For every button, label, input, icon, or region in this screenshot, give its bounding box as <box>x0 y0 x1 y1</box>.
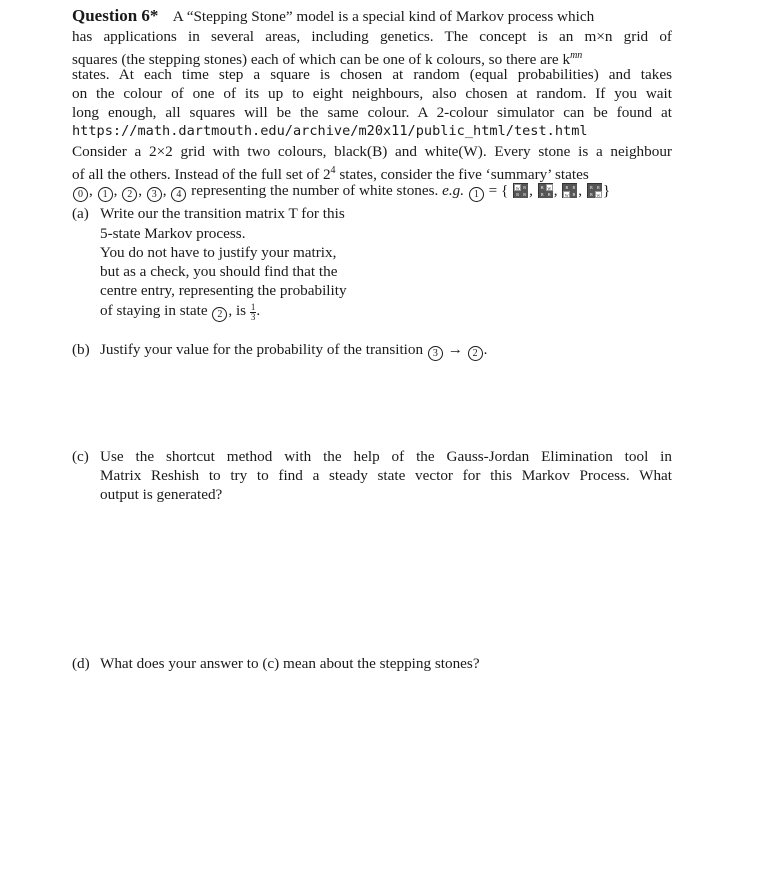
part-b-arrow: → <box>447 341 463 358</box>
part-a-label: (a) <box>72 205 89 222</box>
eg-grid-4 <box>587 183 602 198</box>
part-b-to-state: 2 <box>468 346 483 361</box>
state-3-circle: 3 <box>147 187 162 202</box>
eg-grid-2 <box>538 183 553 198</box>
grid-cell: B <box>514 191 521 198</box>
grid-cell: B <box>521 191 528 198</box>
grid-cell: B <box>546 191 553 198</box>
intro-line-6: long enough, all squares will be the same colour. A 2-colour simulator can be found at <box>72 104 672 121</box>
part-b-line: Justify your value for the probability of the transition 3 → 2 . <box>100 341 488 359</box>
part-c-line-3: output is generated? <box>100 486 223 503</box>
part-a-line-5: centre entry, representing the probability <box>100 282 347 299</box>
part-a-line-6-wrap: of staying in state 2 , is $\frac{1}{3}$ . <box>100 302 261 322</box>
intro-line-1: A “Stepping Stone” model is a special kind of Markov process which <box>172 8 595 25</box>
state-1-circle: 1 <box>98 187 113 202</box>
grid-cell: B <box>588 191 595 198</box>
part-c-line-2: Matrix Reshish to try to find a steady state vector for this Markov Process. What <box>100 467 672 484</box>
exponent-mn: mn <box>570 50 583 61</box>
setup-line-1: Consider a 2×2 grid with two colours, black(B) and white(W). Every stone is a neighbour <box>72 143 672 160</box>
part-a-state-circle: 2 <box>212 307 227 322</box>
part-b-text: Justify your value for the probability of the transition <box>100 341 424 358</box>
grid-cell: W <box>564 193 569 198</box>
states-description: representing the number of white stones. <box>191 182 439 199</box>
intro-line-2: has applications in several areas, including genetics. The concept is an m×n grid of <box>72 28 672 45</box>
part-a-line-6: of staying in state <box>100 302 208 319</box>
grid-cell: B <box>521 184 528 191</box>
state-4-circle: 4 <box>171 187 186 202</box>
setup-line-2a: of all the others. Instead of the full set of 2 <box>72 166 331 184</box>
part-a-line-2: 5-state Markov process. <box>100 225 246 242</box>
eg-grid-3 <box>562 183 577 198</box>
intro-line-3: squares (the stepping stones) each of which can be one of k colours, so there are k <box>72 51 571 69</box>
part-b-from-state: 3 <box>428 346 443 361</box>
state-0-circle: 0 <box>73 187 88 202</box>
part-b-label: (b) <box>72 341 90 358</box>
part-d-text: What does your answer to (c) mean about the stepping stones? <box>100 655 480 672</box>
exponent-4: 4 <box>330 165 336 176</box>
part-c-line-1: Use the shortcut method with the help of the Gauss-Jordan Elimination tool in <box>100 448 672 465</box>
setup-line-2b: states, consider the five ‘summary’ states <box>335 166 589 184</box>
question-heading-line <box>72 6 672 26</box>
part-a-line-1: Write our the transition matrix T for this <box>100 205 345 222</box>
grid-cell: B <box>570 184 577 191</box>
eg-grid-1 <box>513 183 528 198</box>
frac-denominator: 3 <box>250 312 256 322</box>
part-a-line-3: You do not have to justify your matrix, <box>100 244 337 261</box>
simulator-url[interactable]: https://math.dartmouth.edu/archive/m20x11/public_html/test.html <box>72 123 588 139</box>
grid-cell: W <box>547 186 552 191</box>
grid-cell: B <box>539 191 546 198</box>
part-a-is-text: , is <box>228 302 247 319</box>
grid-cell: B <box>588 184 595 191</box>
eg-state-circle: 1 <box>469 187 484 202</box>
state-2-circle: 2 <box>122 187 137 202</box>
one-third-fraction <box>250 303 257 322</box>
intro-line-4: states. At each time step a square is chosen at random (equal probabilities) and takes <box>72 66 672 83</box>
states-line: 0 , 1 , 2 , 3 , 4 representing the number of white stones. e.g. 1 = { W B B B , B W B B , B B W B , B B B W } <box>72 181 672 202</box>
grid-cell: W <box>596 193 601 198</box>
eg-label: e.g. <box>442 182 465 199</box>
grid-cell: B <box>563 184 570 191</box>
intro-line-5: on the colour of one of its up to eight neighbours, also chosen at random. If you wait <box>72 85 672 102</box>
question-title: Question 6* <box>72 6 159 25</box>
grid-cell: B <box>539 184 546 191</box>
part-d-label: (d) <box>72 655 90 672</box>
grid-cell: B <box>595 184 602 191</box>
frac-numerator: 1 <box>250 302 256 312</box>
part-a-line-4: but as a check, you should find that the <box>100 263 338 280</box>
grid-cell: B <box>570 191 577 198</box>
part-c-label: (c) <box>72 448 89 465</box>
grid-cell: W <box>515 186 520 191</box>
